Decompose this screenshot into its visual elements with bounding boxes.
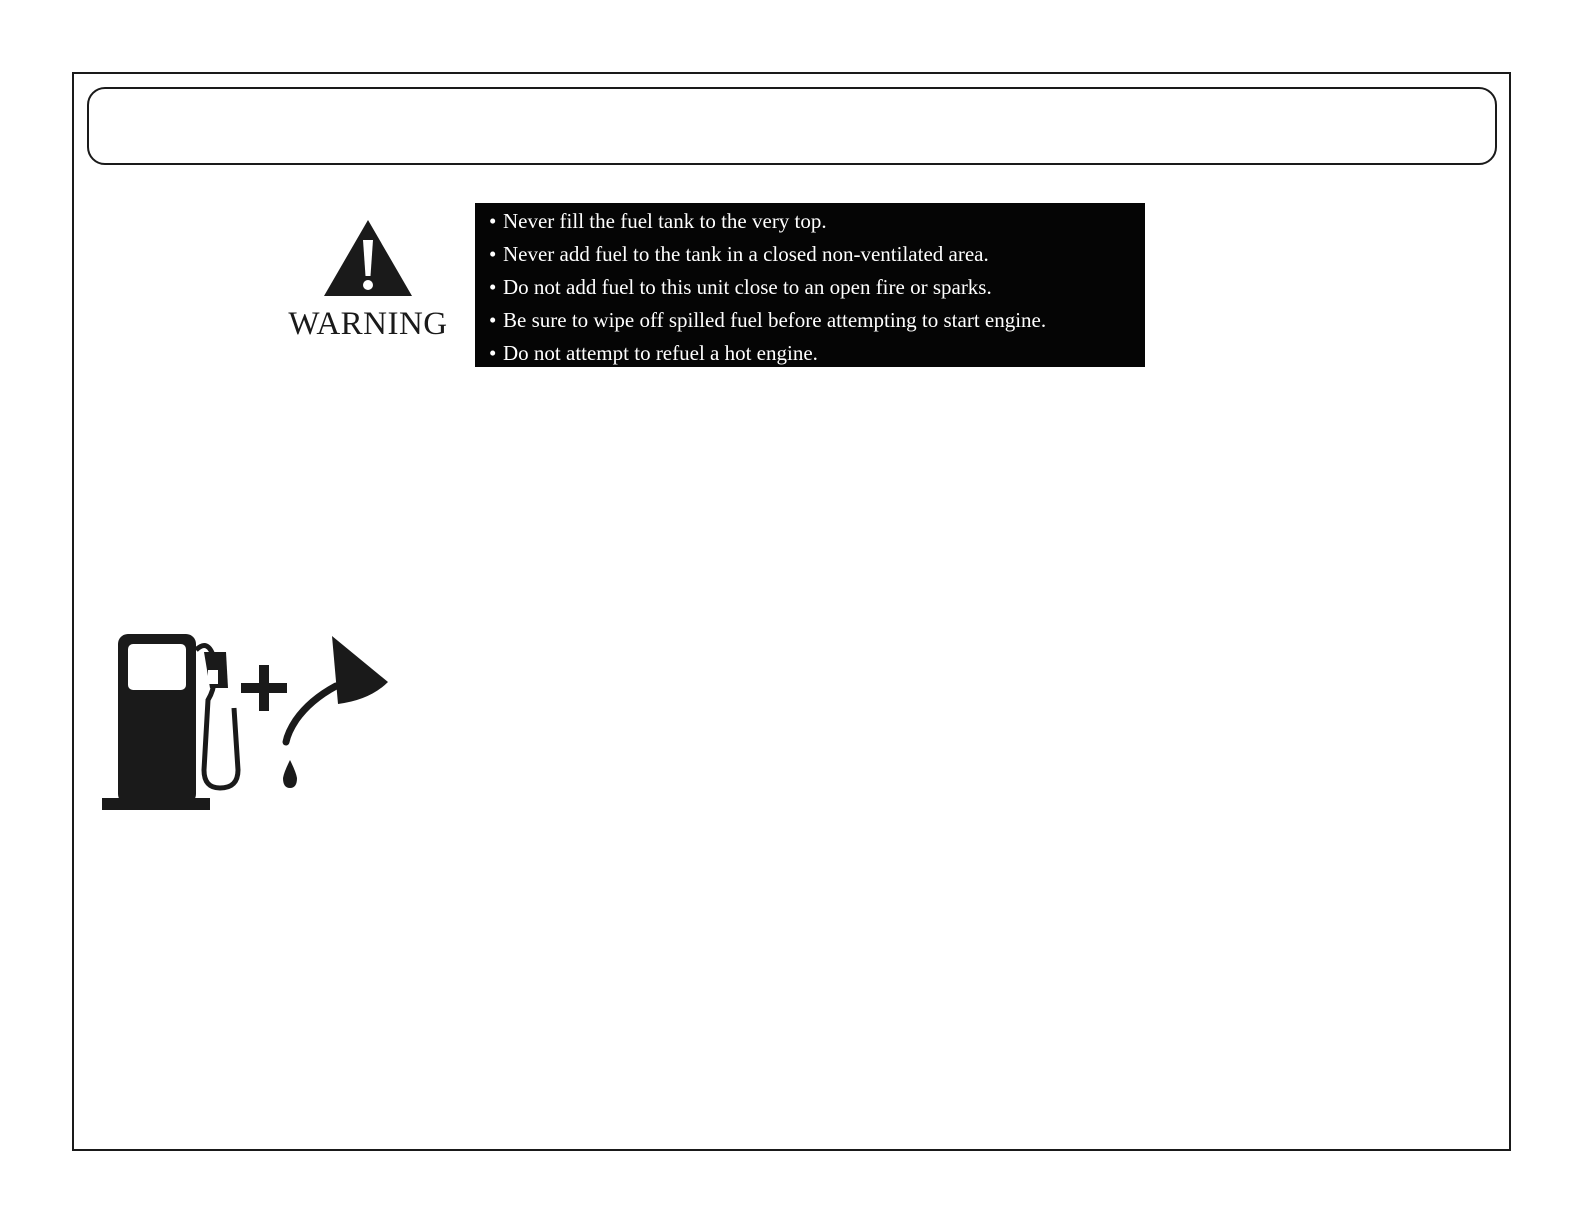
warning-item-text: Never add fuel to the tank in a closed non-ventilated area.: [503, 242, 989, 266]
bullet: •: [489, 308, 497, 332]
bullet: •: [489, 242, 497, 266]
warning-triangle-icon: [322, 218, 414, 298]
warning-item: [489, 271, 1145, 304]
warning-item-text: Do not attempt to refuel a hot engine.: [503, 341, 818, 365]
warning-block: [282, 214, 454, 344]
plus-icon: [241, 665, 287, 711]
bullet: •: [489, 341, 497, 365]
warning-item-text: Be sure to wipe off spilled fuel before attempting to start engine.: [503, 308, 1047, 332]
warning-item: [489, 238, 1145, 271]
warning-item: [489, 337, 1145, 370]
fuel-pump-icon: [102, 634, 238, 810]
bullet: •: [489, 209, 497, 233]
header-box: [87, 87, 1497, 165]
warning-item-text: Do not add fuel to this unit close to an open fire or sparks.: [503, 275, 992, 299]
fuel-oil-mix-icon: [100, 630, 400, 820]
warning-item: [489, 205, 1145, 238]
warning-label: WARNING: [288, 306, 448, 342]
warning-item: [489, 304, 1145, 337]
warning-item-text: Never fill the fuel tank to the very top.: [503, 209, 827, 233]
bullet: •: [489, 275, 497, 299]
oil-can-icon: [283, 636, 388, 788]
warning-panel: [475, 203, 1145, 367]
